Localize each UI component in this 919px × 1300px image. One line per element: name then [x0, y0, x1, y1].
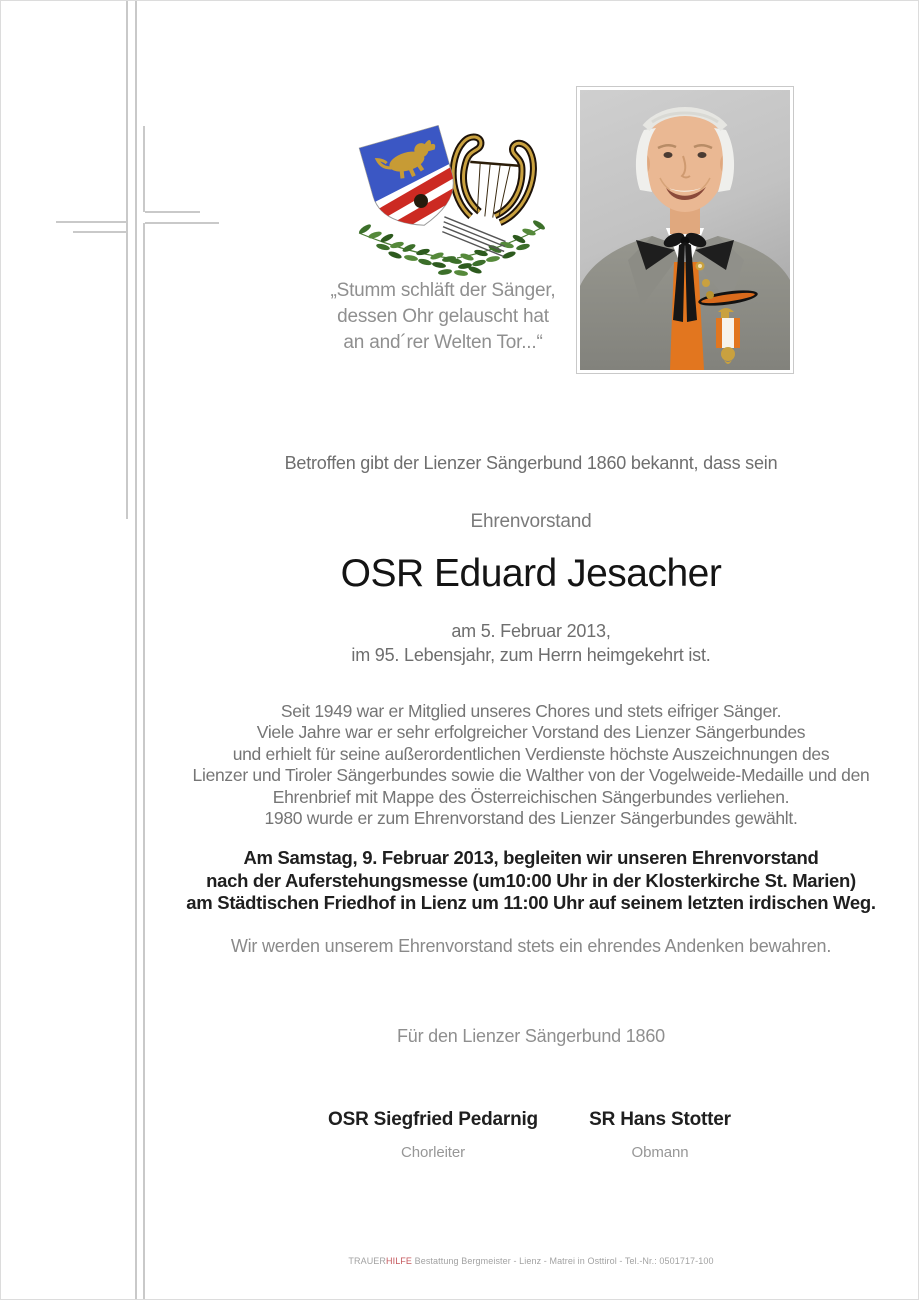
biography-line: Ehrenbrief mit Mappe des Österreichischen Sängerbundes verliehen. [272, 786, 790, 807]
biography-line: Viele Jahre war er sehr erfolgreicher Vorstand des Lienzer Sängerbundes [256, 722, 806, 743]
biography-line: Seit 1949 war er Mitglied unseres Chores und stets eifriger Sänger. [280, 701, 782, 721]
death-date-line: am 5. Februar 2013, [451, 621, 611, 641]
footer-brand-trauer: TRAUER [348, 1256, 386, 1266]
portrait-photo [576, 86, 794, 374]
funeral-details-paragraph [144, 847, 918, 915]
signatory-role: Chorleiter [400, 1144, 466, 1161]
biography-line: und erhielt für seine außerordentlichen Verdienste höchste Auszeichnungen des [232, 743, 830, 764]
funeral-home-footer [144, 1256, 918, 1266]
remembrance-line: Wir werden unserem Ehrenvorstand stets ein ehrendes Andenken bewahren. [230, 936, 832, 956]
signatory-chorleiter [313, 1109, 553, 1161]
signatory-name: SR Hans Stotter [589, 1109, 731, 1130]
signatory-name: OSR Siegfried Pedarnig [328, 1109, 538, 1130]
quote-line: dessen Ohr gelauscht hat [337, 306, 549, 327]
footer-contact-text: Bestattung Bergmeister - Lienz - Matrei in Osttirol - Tel.-Nr.: 0501717-100 [412, 1256, 714, 1266]
saengerbund-crest-icon [353, 125, 549, 281]
funeral-line: am Städtischen Friedhof in Lienz um 11:00 Uhr auf seinem letzten irdischen Weg. [186, 892, 876, 913]
quote-line: an and´rer Welten Tor...“ [343, 332, 543, 353]
biography-line: 1980 wurde er zum Ehrenvorstand des Lienzer Sängerbundes gewählt. [264, 808, 798, 829]
signatory-role: Obmann [631, 1144, 689, 1161]
cross-vertical-line-right-upper [143, 126, 145, 212]
funeral-line: Am Samstag, 9. Februar 2013, begleiten wir unseren Ehrenvorstand [243, 847, 819, 868]
cross-arm-right-lower [145, 222, 219, 224]
memorial-quote [323, 278, 563, 356]
cross-vertical-line-left [126, 1, 128, 519]
cross-arm-right-upper [145, 211, 200, 213]
laurel-left [358, 223, 457, 269]
cross-arm-left-lower [73, 231, 126, 233]
deceased-name: OSR Eduard Jesacher [340, 552, 722, 595]
cross-arm-left-upper [56, 221, 126, 223]
cross-vertical-line-middle [135, 1, 137, 1299]
announcement-intro: Betroffen gibt der Lienzer Sängerbund 1860 bekannt, dass sein [284, 453, 778, 473]
death-date-block [144, 619, 918, 667]
knot-icon [414, 194, 428, 208]
laurel-right [448, 219, 547, 270]
honorary-role-title: Ehrenvorstand [470, 511, 592, 532]
signatory-obmann [540, 1109, 780, 1161]
funeral-line: nach der Auferstehungsmesse (um10:00 Uhr in der Klosterkirche St. Marien) [206, 869, 856, 891]
closing-line: Für den Lienzer Sängerbund 1860 [396, 1026, 665, 1046]
quote-line: „Stumm schläft der Sänger, [330, 280, 556, 301]
death-date-line: im 95. Lebensjahr, zum Herrn heimgekehrt ist. [351, 645, 711, 665]
biography-paragraph [144, 701, 918, 829]
biography-line: Lienzer und Tiroler Sängerbundes sowie die Walther von der Vogelweide-Medaille und den [192, 765, 870, 786]
footer-brand-hilfe: HILFE [386, 1256, 413, 1266]
